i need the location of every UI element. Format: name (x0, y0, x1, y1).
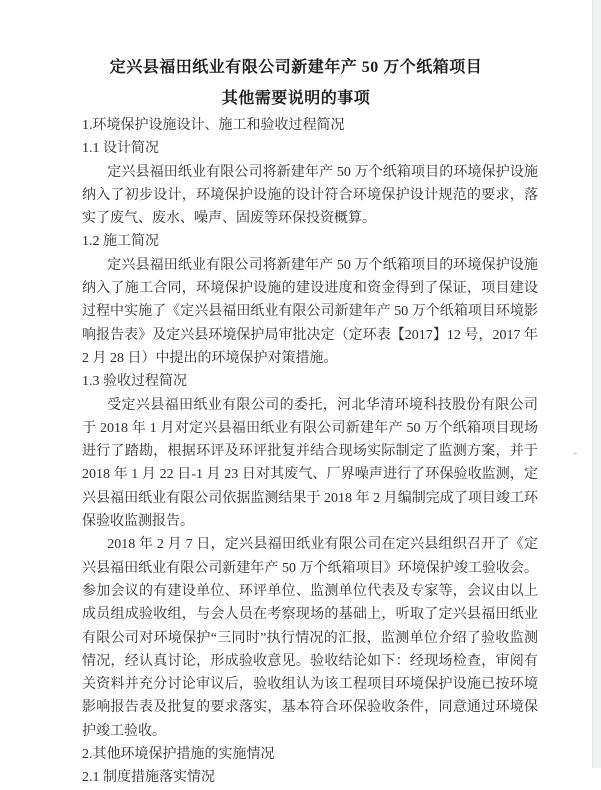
section-heading: 2.其他环境保护措施的实施情况 (82, 747, 275, 763)
paragraph: 定兴县福田纸业有限公司将新建年产 50 万个纸箱项目的环境保护设施纳入了初步设计，环境保护设施的设计符合环境保护设计规范的要求，落实了废气、废水、噪声、固废等环保投资概算。 (82, 164, 538, 227)
document-body (82, 114, 538, 790)
section-heading: 1.2 施工简况 (82, 234, 159, 250)
document-title (0, 52, 592, 114)
scanner-background-edge (592, 0, 601, 768)
section-heading: 2.1 制度措施落实情况 (82, 770, 215, 786)
document-title-line2: 其他需要说明的事项 (221, 90, 371, 107)
scan-artifact-speck (573, 452, 577, 455)
section-heading: 1.3 验收过程简况 (82, 374, 187, 390)
document-title-line1: 定兴县福田纸业有限公司新建年产 50 万个纸箱项目 (109, 59, 483, 76)
paragraph: 定兴县福田纸业有限公司将新建年产 50 万个纸箱项目的环境保护设施纳入了施工合同，环境保护设施的建设进度和资金得到了保证，项目建设过程中实施了《定兴县福田纸业有限公司新建年产 50 万个纸箱项目环境影响报告表》及定兴县环境保护局审批决定（定环表【2017】12 号，2017 年 2 月 28 日）中提出的环境保护对策措施。 (82, 257, 538, 366)
section-heading: 1.1 设计简况 (82, 141, 159, 157)
paragraph: 2018 年 2 月 7 日，定兴县福田纸业有限公司在定兴县组织召开了《定兴县福田纸业有限公司新建年产 50 万个纸箱项目》环境保护竣工验收会。参加会议的有建设单位、环评单位、监测单位代表及专家等，会议由以上成员组成验收组，与会人员在考察现场的基础上，听取了定兴县福田纸业有限公司对环境保护“三同时”执行情况的汇报，监测单位介绍了验收监测情况，经认真讨论，形成验收意见。验收结论如下：经现场检查，审阅有关资料并充分讨论审议后，验收组认为该工程项目环境保护设施已按环境影响报告表及批复的要求落实，基本符合环保验收条件，同意通过环境保护竣工验收。 (82, 537, 538, 739)
section-heading: 1.环境保护设施设计、施工和验收过程简况 (82, 118, 345, 133)
paragraph: 受定兴县福田纸业有限公司的委托，河北华清环境科技股份有限公司于 2018 年 1 月对定兴县福田纸业有限公司新建年产 50 万个纸箱项目现场进行了踏勘，根据环评及环评批复并结合现场实际制定了监测方案，并于 2018 年 1 月 22 日-1 月 23 日对其废气、厂界噪声进行了环保验收监测，定兴县福田纸业有限公司依据监测结果于 2018 年 2 月编制完成了项目竣工环保验收监测报告。 (82, 397, 538, 530)
